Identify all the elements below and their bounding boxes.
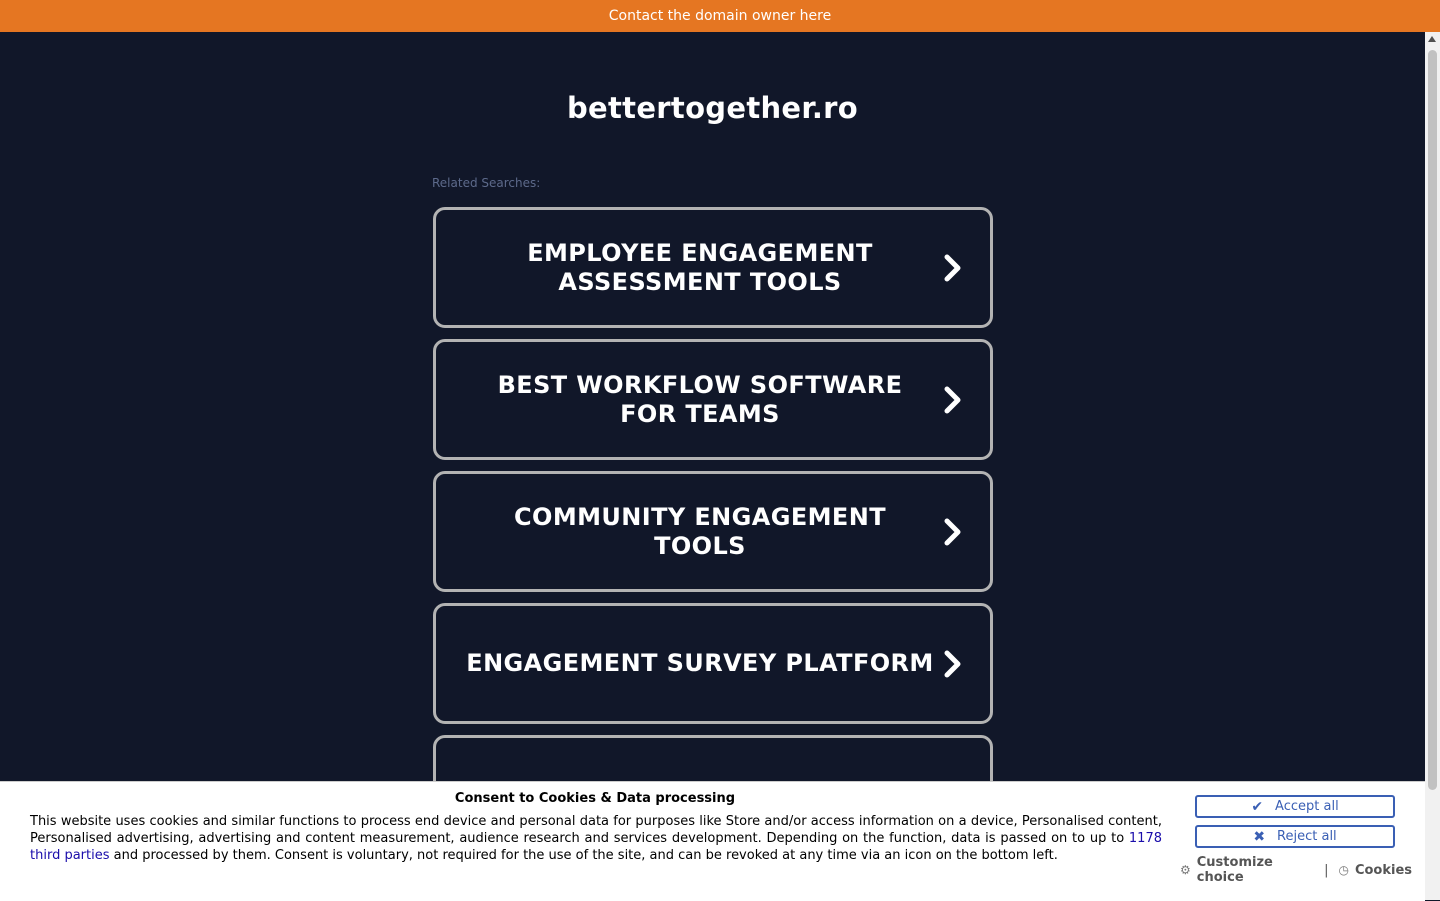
search-item[interactable] (433, 339, 993, 460)
scroll-thumb[interactable] (1428, 50, 1437, 790)
chevron-right-icon (942, 648, 964, 680)
cookies-link[interactable]: Cookies (1354, 862, 1412, 878)
cookie-banner-title: Consent to Cookies & Data processing (454, 791, 736, 806)
cookie-icon: ◷ (1338, 863, 1349, 877)
page-body (0, 32, 1425, 900)
contact-owner-bar[interactable]: Contact the domain owner here (0, 0, 1440, 32)
cookie-text-part: This website uses cookies and similar functions to process end device and personal data for purposes like Store and/or access information on a device, Personalised content, Personalised advertising, advertising and content measurement, audience research and services development. Depending on the function, data is passed on to up to (30, 814, 1162, 846)
reject-all-button[interactable] (1195, 825, 1395, 848)
cookie-footer-links (1180, 855, 1412, 885)
related-searches-list (433, 207, 993, 867)
scroll-up-arrow-icon[interactable] (1428, 36, 1436, 42)
check-icon: ✔ (1251, 798, 1264, 815)
domain-title: bettertogether.ro (566, 91, 859, 125)
x-icon: ✖ (1253, 828, 1266, 845)
search-item[interactable] (433, 471, 993, 592)
gear-icon: ⚙ (1180, 863, 1191, 877)
accept-all-label: Accept all (1275, 799, 1339, 814)
footer-separator: | (1324, 862, 1329, 878)
customize-choice-link[interactable]: Customize choice (1196, 855, 1273, 885)
search-item-label: EMPLOYEE ENGAGEMENT ASSESSMENT TOOLS (527, 238, 873, 296)
chevron-right-icon (942, 516, 964, 548)
cookie-consent-banner (0, 781, 1425, 901)
search-item-label: BEST WORKFLOW SOFTWARE FOR TEAMS (497, 370, 903, 428)
third-parties-link[interactable]: 1178 third parties (30, 831, 1162, 863)
search-item[interactable] (433, 207, 993, 328)
cookie-text-part: and processed by them. Consent is voluntary, not required for the use of the site, and can be revoked at any time via an icon on the bottom left. (109, 848, 1058, 863)
chevron-right-icon (942, 384, 964, 416)
cookie-banner-text (30, 813, 1162, 864)
related-searches-label: Related Searches: (432, 176, 541, 190)
accept-all-button[interactable] (1195, 795, 1395, 818)
page-scrollbar[interactable] (1425, 32, 1440, 900)
chevron-right-icon (942, 252, 964, 284)
search-item[interactable] (433, 603, 993, 724)
search-item-label: COMMUNITY ENGAGEMENT TOOLS (514, 502, 886, 560)
search-item-label: ENGAGEMENT SURVEY PLATFORM (466, 649, 934, 677)
reject-all-label: Reject all (1277, 829, 1337, 844)
